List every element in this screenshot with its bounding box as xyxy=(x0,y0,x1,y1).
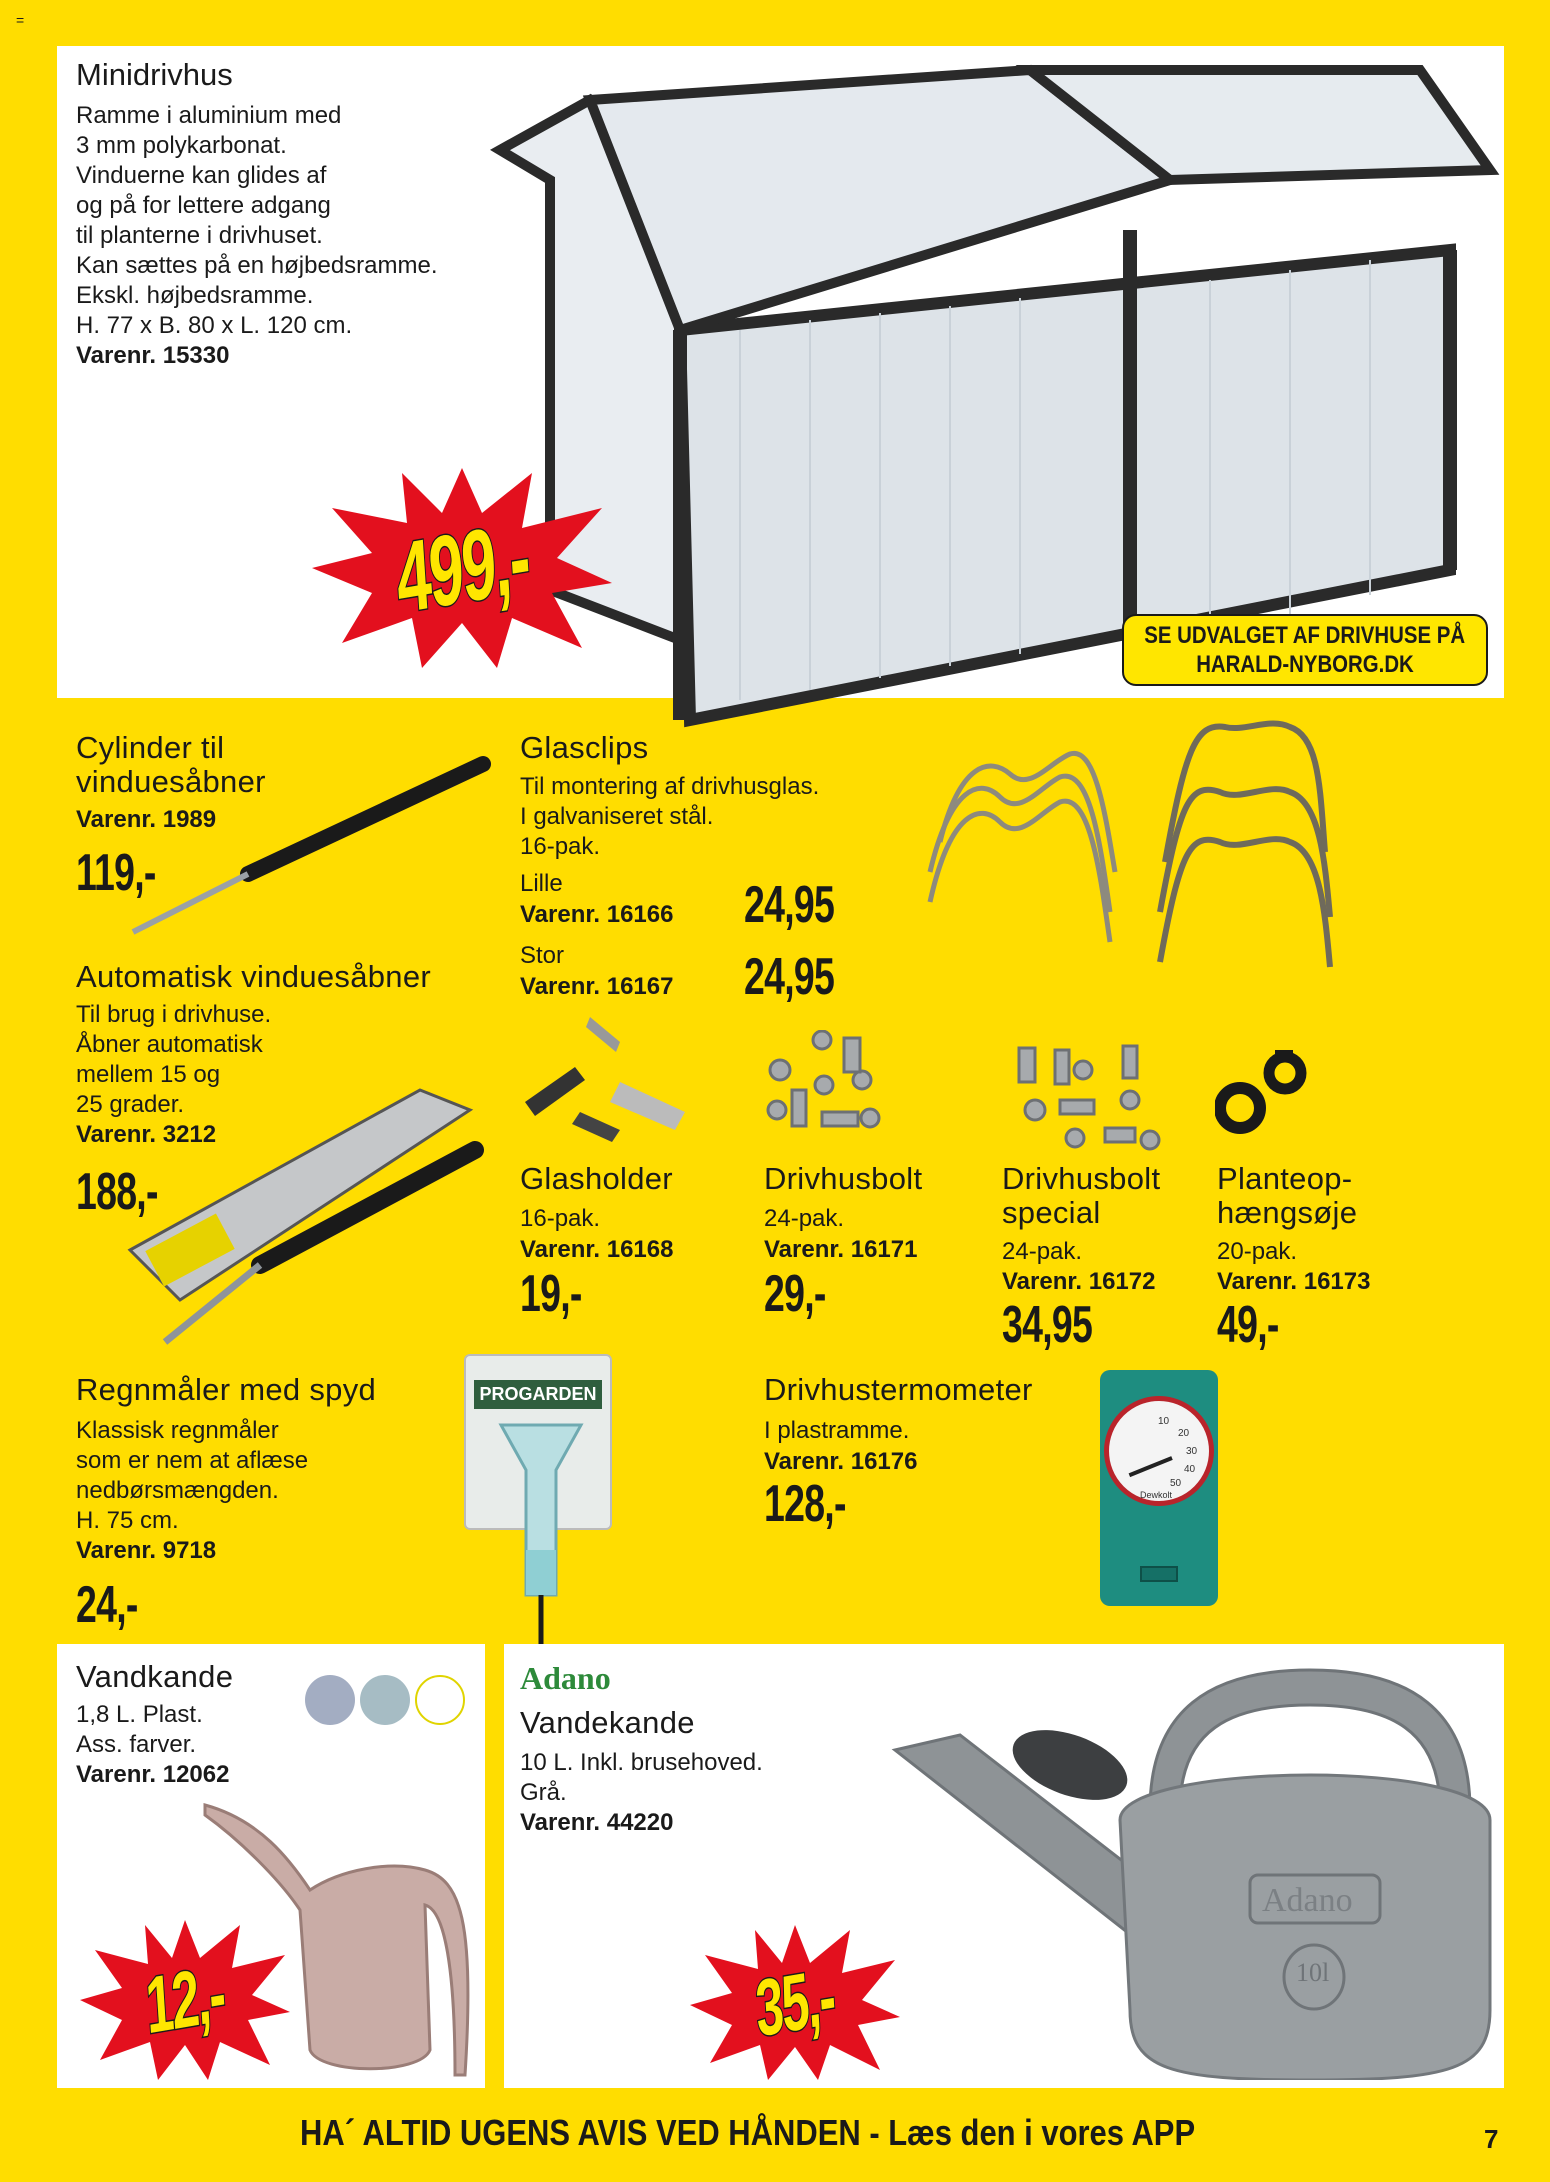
glasclips-description xyxy=(520,772,819,862)
description-line: H. 75 cm. xyxy=(76,1507,179,1534)
price-burst-vandkande xyxy=(80,1920,290,2080)
description-line: mellem 15 og xyxy=(76,1061,221,1088)
auto-opener-image xyxy=(120,1080,490,1350)
cta-website-badge[interactable] xyxy=(1122,614,1488,686)
drivhusbolt-price: 29,- xyxy=(764,1265,826,1323)
glasclips-large-label: Stor xyxy=(520,942,565,969)
varenr: Varenr. 9718 xyxy=(76,1537,217,1564)
drivhusbolt-special-varenr: Varenr. 16172 xyxy=(1002,1268,1156,1295)
description-line: som er nem at aflæse xyxy=(76,1447,309,1474)
varenr: Varenr. 12062 xyxy=(76,1761,230,1788)
cylinder-price: 119,- xyxy=(76,844,156,902)
cylinder-varenr: Varenr. 1989 xyxy=(76,806,217,833)
regnmaaler-title: Regnmåler med spyd xyxy=(76,1372,377,1407)
glasclips-title: Glasclips xyxy=(520,730,649,765)
description-line: 16-pak. xyxy=(520,833,601,860)
description-line: Til brug i drivhuse. xyxy=(76,1001,272,1028)
dial-label: 30 xyxy=(1186,1446,1198,1457)
drivhusbolt-varenr: Varenr. 16171 xyxy=(764,1236,918,1263)
varenr: Varenr. 44220 xyxy=(520,1809,674,1836)
termometer-image xyxy=(1100,1370,1218,1606)
description-line: Klassisk regnmåler xyxy=(76,1417,279,1444)
glasclips-image xyxy=(920,712,1340,972)
title-line: hængsøje xyxy=(1217,1195,1358,1230)
vandkande-description xyxy=(76,1700,229,1790)
glasholder-varenr: Varenr. 16168 xyxy=(520,1236,674,1263)
dial-label: 10 xyxy=(1158,1416,1170,1427)
vandekande-image xyxy=(890,1650,1500,2080)
drivhusbolt-special-pack: 24-pak. xyxy=(1002,1238,1083,1265)
cylinder-image xyxy=(128,752,498,942)
description-line: 10 L. Inkl. brusehoved. xyxy=(520,1749,763,1776)
vandkande-title: Vandkande xyxy=(76,1659,234,1694)
description-line: Vinduerne kan glides af xyxy=(76,162,327,189)
package-brand-logo: PROGARDEN xyxy=(474,1380,602,1409)
dial-label: 40 xyxy=(1184,1464,1196,1475)
drivhusbolt-title: Drivhusbolt xyxy=(764,1161,923,1196)
cta-line: SE UDVALGET AF DRIVHUSE PÅ xyxy=(1144,622,1466,649)
glasclips-small-price: 24,95 xyxy=(744,876,835,934)
glasholder-title: Glasholder xyxy=(520,1161,673,1196)
description-line: Grå. xyxy=(520,1779,567,1806)
color-swatch xyxy=(415,1675,465,1725)
dial-label: 20 xyxy=(1178,1428,1190,1439)
footer-bold-text: HA´ ALTID UGENS AVIS VED HÅNDEN xyxy=(300,2112,861,2153)
glasclips-small-label: Lille xyxy=(520,870,563,897)
glasholder-price: 19,- xyxy=(520,1265,582,1323)
minidrivhus-description xyxy=(76,101,438,371)
description-line: Ass. farver. xyxy=(76,1731,197,1758)
description-line: Ramme i aluminium med xyxy=(76,102,342,129)
termometer-price: 128,- xyxy=(764,1475,846,1533)
color-swatch xyxy=(305,1675,355,1725)
color-swatch xyxy=(360,1675,410,1725)
price-minidrivhus: 499,- xyxy=(392,500,532,635)
price-burst-minidrivhus xyxy=(312,468,612,668)
can-volume-emboss: 10l xyxy=(1296,1958,1330,1987)
page-number: 7 xyxy=(1484,2124,1499,2154)
auto-opener-price: 188,- xyxy=(76,1163,158,1221)
drivhusbolt-pack: 24-pak. xyxy=(764,1205,845,1232)
drivhusbolt-special-price: 34,95 xyxy=(1002,1296,1093,1354)
price-vandkande: 12,- xyxy=(143,1948,227,2051)
planteop-title xyxy=(1217,1162,1357,1230)
termometer-line: I plastramme. xyxy=(764,1417,910,1444)
description-line: Ekskl. højbedsramme. xyxy=(76,282,314,309)
varenr: Varenr. 15330 xyxy=(76,342,230,369)
description-line: Til montering af drivhusglas. xyxy=(520,773,820,800)
glasclips-small-varenr: Varenr. 16166 xyxy=(520,901,674,928)
description-line: og på for lettere adgang xyxy=(76,192,331,219)
description-line: 1,8 L. Plast. xyxy=(76,1701,203,1728)
description-line: Åbner automatisk xyxy=(76,1031,263,1058)
corner-mark: = xyxy=(16,12,25,28)
footer-separator: - xyxy=(860,2112,889,2153)
description-line: til planterne i drivhuset. xyxy=(76,222,323,249)
planteop-pack: 20-pak. xyxy=(1217,1238,1298,1265)
regnmaaler-description xyxy=(76,1416,308,1566)
footer-banner xyxy=(300,2112,1196,2162)
description-line: nedbørsmængden. xyxy=(76,1477,279,1504)
termometer-varenr: Varenr. 16176 xyxy=(764,1448,918,1475)
title-line: special xyxy=(1002,1195,1101,1230)
glasholder-pack: 16-pak. xyxy=(520,1205,601,1232)
title-line: Planteop- xyxy=(1217,1161,1353,1196)
description-line: H. 77 x B. 80 x L. 120 cm. xyxy=(76,312,353,339)
planteop-image xyxy=(1215,1048,1315,1138)
description-line: I galvaniseret stål. xyxy=(520,803,714,830)
title-line: vinduesåbner xyxy=(76,764,266,799)
price-vandekande: 35,- xyxy=(753,1951,837,2053)
auto-opener-title: Automatisk vinduesåbner xyxy=(76,959,431,994)
price-burst-vandekande xyxy=(690,1925,900,2080)
can-brand-emboss: Adano xyxy=(1262,1882,1353,1919)
cta-line: HARALD-NYBORG.DK xyxy=(1196,651,1414,678)
drivhusbolt-special-title xyxy=(1002,1162,1160,1230)
glasholder-image xyxy=(520,1012,690,1142)
drivhusbolt-image xyxy=(762,1030,892,1155)
adano-brand-logo: Adano xyxy=(520,1660,611,1696)
vandekande-title: Vandekande xyxy=(520,1705,695,1740)
glasclips-large-price: 24,95 xyxy=(744,948,835,1006)
description-line: Kan sættes på en højbedsramme. xyxy=(76,252,438,279)
description-line: 25 grader. xyxy=(76,1091,185,1118)
dial-brand: Dewkolt xyxy=(1140,1490,1173,1500)
footer-app-text[interactable]: Læs den i vores APP xyxy=(888,2112,1196,2153)
thermometer-button xyxy=(1140,1566,1178,1582)
vandekande-description xyxy=(520,1748,763,1838)
regnmaaler-price: 24,- xyxy=(76,1576,138,1634)
description-line: 3 mm polykarbonat. xyxy=(76,132,287,159)
minidrivhus-title: Minidrivhus xyxy=(76,57,233,92)
dial-label: 50 xyxy=(1170,1478,1182,1489)
varenr: Varenr. 3212 xyxy=(76,1121,217,1148)
planteop-price: 49,- xyxy=(1217,1296,1279,1354)
planteop-varenr: Varenr. 16173 xyxy=(1217,1268,1371,1295)
termometer-title: Drivhustermometer xyxy=(764,1372,1033,1407)
drivhusbolt-special-image xyxy=(1005,1040,1175,1160)
glasclips-large-varenr: Varenr. 16167 xyxy=(520,973,674,1000)
title-line: Drivhusbolt xyxy=(1002,1161,1161,1196)
rain-gauge-tube-image xyxy=(496,1420,586,1650)
title-line: Cylinder til xyxy=(76,730,225,765)
